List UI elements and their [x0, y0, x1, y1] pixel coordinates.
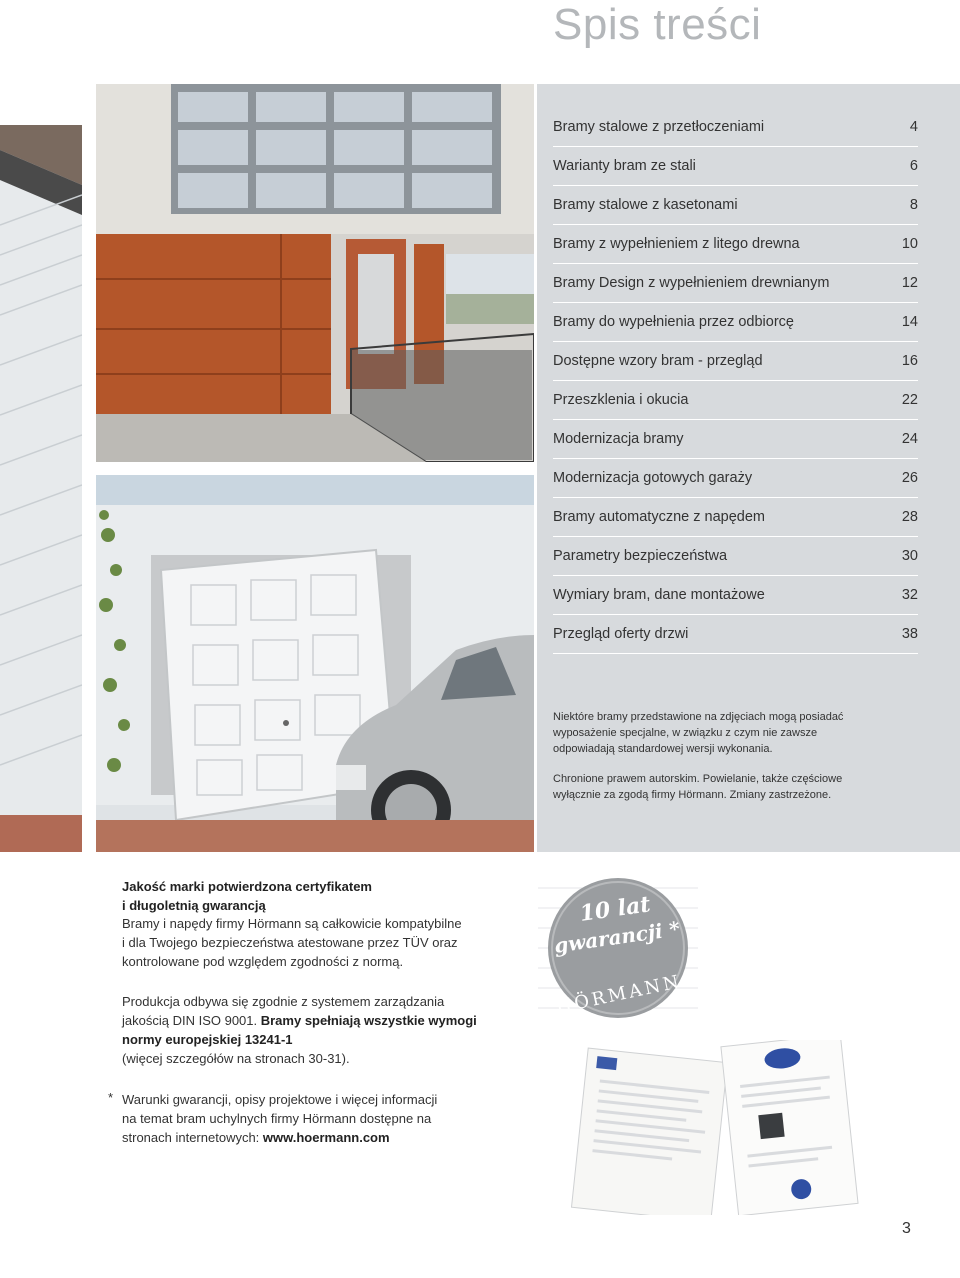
toc-list [553, 108, 918, 654]
toc-item-label: Przegląd oferty drzwi [553, 626, 689, 642]
toc-item-label: Przeszklenia i okucia [553, 392, 689, 408]
quality-body-line: Bramy i napędy firmy Hörmann są całkowicie kompatybilne [122, 916, 462, 931]
toc-item-label: Modernizacja gotowych garaży [553, 470, 753, 486]
guarantee-seal [538, 868, 698, 1028]
toc-item-page: 12 [901, 275, 918, 291]
toc-item-label: Warianty bram ze stali [553, 158, 696, 174]
toc-item-label: Parametry bezpieczeństwa [553, 548, 728, 564]
footnote [122, 1090, 492, 1147]
website-link[interactable]: www.hoermann.com [262, 1130, 390, 1145]
toc-item-label: Dostępne wzory bram - przegląd [553, 353, 763, 369]
quality-body-line: kontrolowane pod względem zgodności z normą. [122, 954, 404, 969]
toc-item[interactable] [553, 342, 918, 381]
note-line: wyposażenie specjalne, w związku z czym nie zawsze [553, 727, 818, 739]
production-paragraph [122, 992, 512, 1068]
certificates [560, 1040, 880, 1215]
toc-item-page: 26 [901, 470, 918, 486]
toc-item-page: 8 [909, 197, 918, 213]
toc-item[interactable] [553, 459, 918, 498]
footnote-marker: * [108, 1090, 114, 1105]
seal-years: 10 lat [578, 891, 653, 927]
quality-heading-line: Jakość marki potwierdzona certyfikatem [122, 879, 372, 894]
bottom-photo [96, 475, 534, 852]
toc-item-label: Bramy automatyczne z napędem [553, 509, 765, 525]
toc-item-label: Bramy Design z wypełnieniem drewnianym [553, 275, 830, 291]
footnote-line: Warunki gwarancji, opisy projektowe i więcej informacji [122, 1092, 438, 1107]
toc-panel [537, 84, 960, 852]
page-number: 3 [902, 1220, 911, 1237]
toc-item-page: 10 [901, 236, 918, 252]
toc-item[interactable] [553, 264, 918, 303]
top-photo [96, 84, 534, 462]
production-line: jakością DIN ISO 9001. [122, 1013, 261, 1028]
footnote-line: stronach internetowych: [122, 1130, 263, 1145]
toc-item-label: Wymiary bram, dane montażowe [553, 587, 765, 603]
copyright-line: wyłącznie za zgodą firmy Hörmann. Zmiany zastrzeżone. [553, 789, 832, 801]
footnote-line: na temat bram uchylnych firmy Hörmann dostępne na [122, 1111, 432, 1126]
toc-item-page: 32 [901, 587, 918, 603]
toc-item[interactable] [553, 615, 918, 654]
toc-item[interactable] [553, 498, 918, 537]
toc-item[interactable] [553, 186, 918, 225]
toc-item-page: 24 [901, 431, 918, 447]
toc-item-page: 6 [909, 158, 918, 174]
toc-item-page: 38 [901, 626, 918, 642]
toc-item[interactable] [553, 420, 918, 459]
tuv-certificate [721, 1040, 858, 1215]
quality-heading [122, 877, 522, 915]
toc-item[interactable] [553, 225, 918, 264]
quality-heading-line: i długoletnią gwarancją [122, 898, 266, 913]
toc-item[interactable] [553, 537, 918, 576]
seal-brand: HÖRMANN [554, 971, 684, 1019]
production-line: Produkcja odbywa się zgodnie z systemem zarządzania [122, 994, 445, 1009]
toc-item-page: 28 [901, 509, 918, 525]
toc-item-label: Bramy stalowe z przetłoczeniami [553, 119, 765, 135]
note-line: Niektóre bramy przedstawione na zdjęciach mogą posiadać [553, 711, 844, 723]
toc-item-page: 14 [901, 314, 918, 330]
production-line: (więcej szczegółów na stronach 30-31). [122, 1051, 350, 1066]
copyright-line: Chronione prawem autorskim. Powielanie, także częściowe [553, 773, 843, 785]
toc-item-page: 16 [901, 353, 918, 369]
toc-item[interactable] [553, 576, 918, 615]
page-title: Spis treści [553, 0, 762, 49]
toc-item[interactable] [553, 147, 918, 186]
side-photo [0, 125, 82, 852]
toc-item[interactable] [553, 108, 918, 147]
toc-item-label: Bramy do wypełnienia przez odbiorcę [553, 314, 794, 330]
toc-item-page: 30 [901, 548, 918, 564]
toc-item-label: Bramy stalowe z kasetonami [553, 197, 738, 213]
toc-item[interactable] [553, 303, 918, 342]
toc-item-page: 22 [901, 392, 918, 408]
certificate-document [571, 1048, 727, 1215]
toc-item-label: Bramy z wypełnieniem z litego drewna [553, 236, 800, 252]
production-bold: normy europejskiej 13241-1 [122, 1032, 293, 1047]
note-line: odpowiadają standardowej wersji wykonania. [553, 743, 773, 755]
toc-item[interactable] [553, 381, 918, 420]
quality-body-line: i dla Twojego bezpieczeństwa atestowane przez TÜV oraz [122, 935, 458, 950]
toc-item-page: 4 [909, 119, 918, 135]
production-bold: Bramy spełniają wszystkie wymogi [260, 1013, 477, 1028]
quality-body [122, 914, 502, 971]
seal-guarantee: gwarancji * [552, 916, 682, 958]
copyright-note [553, 771, 893, 803]
toc-item-label: Modernizacja bramy [553, 431, 684, 447]
equipment-note [553, 709, 893, 757]
